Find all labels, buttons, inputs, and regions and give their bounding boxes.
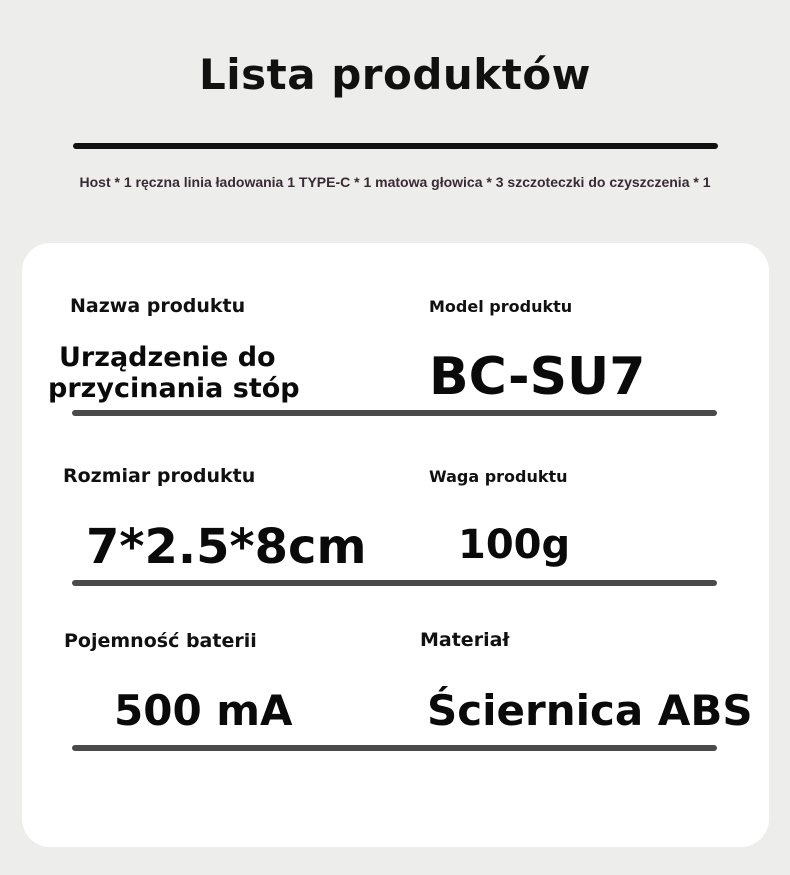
product-name-value-line2: przycinania stóp <box>48 373 300 404</box>
row-divider-3 <box>72 745 717 751</box>
product-name-label: Nazwa produktu <box>70 295 246 317</box>
material-value: Ściernica ABS <box>427 686 753 735</box>
product-size-label: Rozmiar produktu <box>63 465 256 487</box>
product-name-value-line1: Urządzenie do <box>59 342 276 373</box>
battery-capacity-value: 500 mA <box>114 686 293 735</box>
row-divider-1 <box>72 410 717 416</box>
product-weight-label: Waga produktu <box>429 467 568 486</box>
product-model-value: BC-SU7 <box>429 347 646 407</box>
row-divider-2 <box>72 580 717 586</box>
product-size-value: 7*2.5*8cm <box>86 519 367 575</box>
product-weight-value: 100g <box>458 522 571 568</box>
package-contents: Host * 1 ręczna linia ładowania 1 TYPE-C * 1 matowa głowica * 3 szczoteczki do czyszczenia * 1 <box>79 174 711 190</box>
title-divider <box>73 143 718 149</box>
material-label: Materiał <box>420 629 510 651</box>
page-title: Lista produktów <box>199 50 591 99</box>
battery-capacity-label: Pojemność baterii <box>64 630 257 652</box>
product-model-label: Model produktu <box>429 297 573 316</box>
spec-card <box>22 243 769 847</box>
